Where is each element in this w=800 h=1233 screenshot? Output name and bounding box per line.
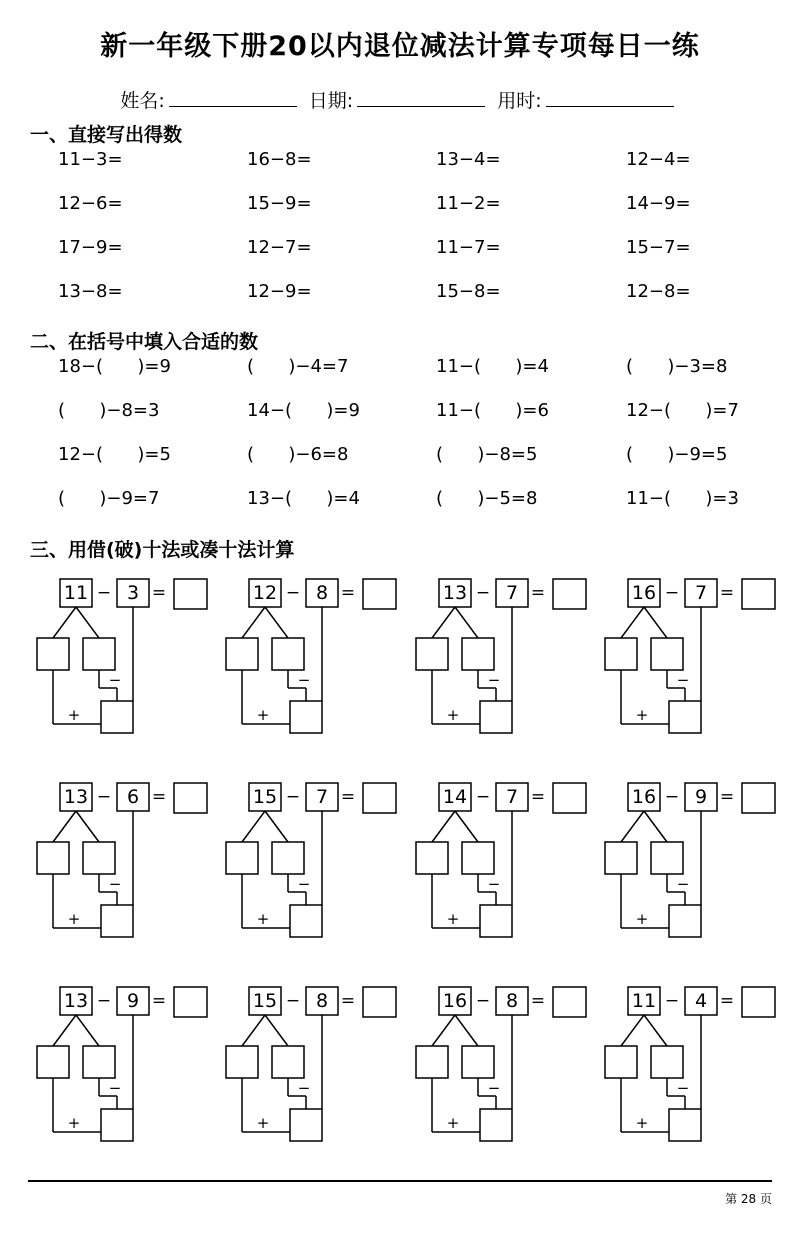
student-info-row <box>0 86 800 113</box>
equals-sign: = <box>340 583 356 603</box>
subtrahend-value: 8 <box>315 582 329 604</box>
answer-box[interactable] <box>363 783 396 813</box>
equals-sign: = <box>719 583 735 603</box>
plus-sign: + <box>446 706 460 724</box>
arithmetic-item: 15−7= <box>626 237 691 258</box>
subtrahend-value: 6 <box>126 786 140 808</box>
tree-branch-left <box>53 811 76 842</box>
section3-heading: 三、用借(破)十法或凑十法计算 <box>30 539 295 561</box>
split-box-right[interactable] <box>651 1046 683 1078</box>
decomposition-tree <box>603 984 783 1154</box>
fill-blank-item: 13−( )=4 <box>247 488 360 509</box>
minus-sign: − <box>475 787 491 807</box>
name-label: 姓名: <box>120 90 165 112</box>
split-box-right[interactable] <box>83 1046 115 1078</box>
minuend-value: 16 <box>631 582 657 604</box>
plus-sign: + <box>67 1114 81 1132</box>
fill-blank-item: 11−( )=4 <box>436 356 549 377</box>
answer-box[interactable] <box>742 987 775 1017</box>
tree-branch-right <box>644 1015 667 1046</box>
split-box-right[interactable] <box>272 842 304 874</box>
decomposition-tree <box>35 576 215 746</box>
fill-blank-item: ( )−9=5 <box>626 444 728 465</box>
minus-sign: − <box>475 991 491 1011</box>
tree-branch-left <box>621 607 644 638</box>
decomposition-tree <box>414 780 594 950</box>
time-label: 用时: <box>497 90 542 112</box>
tree-branch-left <box>242 1015 265 1046</box>
tree-branch-right <box>265 811 288 842</box>
inner-minus-sign: − <box>676 875 690 893</box>
answer-box[interactable] <box>553 987 586 1017</box>
result-box[interactable] <box>290 905 322 937</box>
fill-blank-item: ( )−6=8 <box>247 444 349 465</box>
fill-blank-item: 12−( )=5 <box>58 444 171 465</box>
minus-sign: − <box>285 583 301 603</box>
subtrahend-value: 4 <box>694 990 708 1012</box>
plus-sign: + <box>635 910 649 928</box>
fill-blank-item: 18−( )=9 <box>58 356 171 377</box>
plus-sign: + <box>256 910 270 928</box>
tree-branch-right <box>76 811 99 842</box>
plus-sign: + <box>256 706 270 724</box>
answer-box[interactable] <box>553 579 586 609</box>
section1-heading: 一、直接写出得数 <box>30 124 183 146</box>
name-blank[interactable] <box>169 88 297 107</box>
split-box-left[interactable] <box>37 842 69 874</box>
inner-minus-sign: − <box>487 1079 501 1097</box>
minus-sign: − <box>96 991 112 1011</box>
minuend-value: 16 <box>631 786 657 808</box>
plus-sign: + <box>635 1114 649 1132</box>
page-title: 新一年级下册20以内退位减法计算专项每日一练 <box>100 31 700 62</box>
inner-minus-sign: − <box>487 875 501 893</box>
minus-sign: − <box>664 583 680 603</box>
plus-sign: + <box>256 1114 270 1132</box>
subtrahend-value: 7 <box>505 582 519 604</box>
result-box[interactable] <box>290 1109 322 1141</box>
tree-branch-right <box>76 607 99 638</box>
decomposition-tree <box>603 576 783 746</box>
answer-box[interactable] <box>363 579 396 609</box>
split-box-left[interactable] <box>416 842 448 874</box>
minus-sign: − <box>285 787 301 807</box>
arithmetic-item: 15−8= <box>436 281 501 302</box>
arithmetic-item: 11−7= <box>436 237 501 258</box>
split-box-left[interactable] <box>605 842 637 874</box>
tree-branch-right <box>265 1015 288 1046</box>
tree-branch-right <box>455 1015 478 1046</box>
inner-minus-sign: − <box>108 1079 122 1097</box>
split-box-left[interactable] <box>416 1046 448 1078</box>
minus-sign: − <box>285 991 301 1011</box>
answer-box[interactable] <box>174 579 207 609</box>
arithmetic-item: 12−6= <box>58 193 123 214</box>
inner-minus-sign: − <box>297 671 311 689</box>
fill-blank-item: 11−( )=3 <box>626 488 739 509</box>
fill-blank-item: 14−( )=9 <box>247 400 360 421</box>
equals-sign: = <box>340 787 356 807</box>
tree-branch-left <box>432 811 455 842</box>
tree-branch-left <box>432 1015 455 1046</box>
arithmetic-item: 12−8= <box>626 281 691 302</box>
subtrahend-value: 7 <box>315 786 329 808</box>
fill-blank-item: 11−( )=6 <box>436 400 549 421</box>
answer-box[interactable] <box>174 783 207 813</box>
tree-branch-left <box>53 607 76 638</box>
fill-blank-item: 12−( )=7 <box>626 400 739 421</box>
tree-branch-left <box>621 811 644 842</box>
tree-branch-left <box>621 1015 644 1046</box>
tree-branch-left <box>53 1015 76 1046</box>
answer-box[interactable] <box>742 783 775 813</box>
fill-blank-item: ( )−8=3 <box>58 400 160 421</box>
result-box[interactable] <box>101 905 133 937</box>
subtrahend-value: 8 <box>315 990 329 1012</box>
minus-sign: − <box>96 583 112 603</box>
subtrahend-value: 7 <box>505 786 519 808</box>
inner-minus-sign: − <box>108 671 122 689</box>
fill-blank-item: ( )−3=8 <box>626 356 728 377</box>
minuend-value: 15 <box>252 786 278 808</box>
split-box-right[interactable] <box>462 638 494 670</box>
split-box-right[interactable] <box>462 842 494 874</box>
arithmetic-item: 11−2= <box>436 193 501 214</box>
result-box[interactable] <box>669 905 701 937</box>
tree-branch-right <box>455 811 478 842</box>
arithmetic-item: 11−3= <box>58 149 123 170</box>
plus-sign: + <box>446 1114 460 1132</box>
tree-branch-right <box>644 607 667 638</box>
equals-sign: = <box>151 787 167 807</box>
subtrahend-value: 7 <box>694 582 708 604</box>
minuend-value: 13 <box>63 786 89 808</box>
decomposition-tree <box>224 780 404 950</box>
decomposition-tree <box>414 576 594 746</box>
equals-sign: = <box>719 787 735 807</box>
result-box[interactable] <box>480 905 512 937</box>
inner-minus-sign: − <box>108 875 122 893</box>
equals-sign: = <box>340 991 356 1011</box>
minus-sign: − <box>96 787 112 807</box>
result-box[interactable] <box>290 701 322 733</box>
inner-minus-sign: − <box>676 671 690 689</box>
equals-sign: = <box>151 991 167 1011</box>
split-box-right[interactable] <box>272 638 304 670</box>
split-box-left[interactable] <box>605 638 637 670</box>
time-blank[interactable] <box>546 88 674 107</box>
date-label: 日期: <box>308 90 354 112</box>
minuend-value: 11 <box>631 990 657 1012</box>
minuend-value: 14 <box>442 786 468 808</box>
plus-sign: + <box>446 910 460 928</box>
result-box[interactable] <box>669 1109 701 1141</box>
result-box[interactable] <box>101 701 133 733</box>
answer-box[interactable] <box>553 783 586 813</box>
arithmetic-item: 13−4= <box>436 149 501 170</box>
minuend-value: 16 <box>442 990 468 1012</box>
tree-branch-right <box>76 1015 99 1046</box>
arithmetic-item: 12−7= <box>247 237 312 258</box>
inner-minus-sign: − <box>297 875 311 893</box>
equals-sign: = <box>530 787 546 807</box>
result-box[interactable] <box>480 1109 512 1141</box>
arithmetic-item: 12−4= <box>626 149 691 170</box>
minuend-value: 15 <box>252 990 278 1012</box>
fill-blank-item: ( )−4=7 <box>247 356 349 377</box>
arithmetic-item: 12−9= <box>247 281 312 302</box>
fill-blank-item: ( )−9=7 <box>58 488 160 509</box>
split-box-left[interactable] <box>37 1046 69 1078</box>
plus-sign: + <box>67 706 81 724</box>
arithmetic-item: 17−9= <box>58 237 123 258</box>
decomposition-tree <box>414 984 594 1154</box>
split-box-left[interactable] <box>226 1046 258 1078</box>
subtrahend-value: 3 <box>126 582 140 604</box>
tree-branch-left <box>242 607 265 638</box>
fill-blank-item: ( )−8=5 <box>436 444 538 465</box>
inner-minus-sign: − <box>487 671 501 689</box>
decomposition-tree <box>224 984 404 1154</box>
minus-sign: − <box>475 583 491 603</box>
inner-minus-sign: − <box>676 1079 690 1097</box>
equals-sign: = <box>151 583 167 603</box>
subtrahend-value: 9 <box>126 990 140 1012</box>
minus-sign: − <box>664 991 680 1011</box>
split-box-left[interactable] <box>226 842 258 874</box>
answer-box[interactable] <box>363 987 396 1017</box>
minus-sign: − <box>664 787 680 807</box>
plus-sign: + <box>67 910 81 928</box>
result-box[interactable] <box>101 1109 133 1141</box>
split-box-right[interactable] <box>83 638 115 670</box>
decomposition-tree <box>224 576 404 746</box>
equals-sign: = <box>530 583 546 603</box>
plus-sign: + <box>635 706 649 724</box>
minuend-value: 13 <box>63 990 89 1012</box>
split-box-right[interactable] <box>83 842 115 874</box>
answer-box[interactable] <box>174 987 207 1017</box>
tree-branch-right <box>455 607 478 638</box>
split-box-left[interactable] <box>605 1046 637 1078</box>
split-box-left[interactable] <box>416 638 448 670</box>
inner-minus-sign: − <box>297 1079 311 1097</box>
tree-branch-right <box>265 607 288 638</box>
equals-sign: = <box>530 991 546 1011</box>
split-box-right[interactable] <box>651 842 683 874</box>
split-box-right[interactable] <box>462 1046 494 1078</box>
decomposition-tree <box>35 984 215 1154</box>
section2-heading: 二、在括号中填入合适的数 <box>30 331 259 353</box>
split-box-left[interactable] <box>226 638 258 670</box>
subtrahend-value: 9 <box>694 786 708 808</box>
arithmetic-item: 14−9= <box>626 193 691 214</box>
result-box[interactable] <box>669 701 701 733</box>
arithmetic-item: 13−8= <box>58 281 123 302</box>
result-box[interactable] <box>480 701 512 733</box>
date-blank[interactable] <box>357 88 485 107</box>
split-box-left[interactable] <box>37 638 69 670</box>
fill-blank-item: ( )−5=8 <box>436 488 538 509</box>
equals-sign: = <box>719 991 735 1011</box>
minuend-value: 13 <box>442 582 468 604</box>
page-number: 第 28 页 <box>725 1192 772 1206</box>
tree-branch-left <box>242 811 265 842</box>
minuend-value: 11 <box>63 582 89 604</box>
tree-branch-right <box>644 811 667 842</box>
arithmetic-item: 15−9= <box>247 193 312 214</box>
split-box-right[interactable] <box>651 638 683 670</box>
split-box-right[interactable] <box>272 1046 304 1078</box>
decomposition-tree <box>35 780 215 950</box>
decomposition-tree <box>603 780 783 950</box>
footer-divider <box>28 1180 772 1182</box>
subtrahend-value: 8 <box>505 990 519 1012</box>
arithmetic-item: 16−8= <box>247 149 312 170</box>
answer-box[interactable] <box>742 579 775 609</box>
tree-branch-left <box>432 607 455 638</box>
minuend-value: 12 <box>252 582 278 604</box>
